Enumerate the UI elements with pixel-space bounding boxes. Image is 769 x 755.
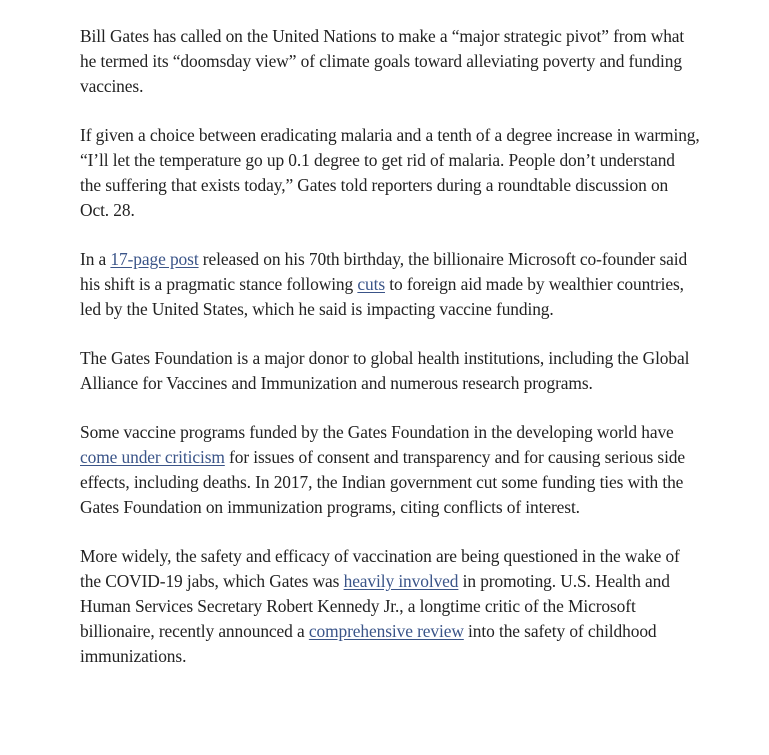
paragraph-text: In a (80, 249, 111, 269)
paragraph-text: If given a choice between eradicating malaria and a tenth of a degree increase in warming, “I’ll let the temperature go up 0.1 degree to get rid of malaria. People don’t understand the suffering that exists today,” Gates told reporters during a roundtable discussion on Oct. 28. (80, 125, 700, 220)
paragraph-text: in promoting. U.S. Health and Human Services Secretary Robert Kennedy Jr., a longtime critic of the Microsoft billionaire, recently announced a (80, 571, 670, 641)
paragraph-text: Some vaccine programs funded by the Gates Foundation in the developing world have (80, 422, 674, 442)
link-cuts[interactable]: cuts (357, 274, 385, 294)
paragraph-text: Bill Gates has called on the United Nations to make a “major strategic pivot” from what he termed its “doomsday view” of climate goals toward alleviating poverty and funding vaccines. (80, 26, 685, 96)
paragraph-malaria-quote (80, 123, 700, 223)
link-comprehensive-review[interactable]: comprehensive review (308, 621, 464, 641)
link-heavily-involved[interactable]: heavily involved (343, 571, 459, 591)
paragraph-text: More widely, the safety and efficacy of vaccination are being questioned in the wake of the COVID-19 jabs, which Gates was (80, 546, 680, 591)
paragraph-gates-foundation-donor (80, 346, 700, 396)
link-17-page-post[interactable]: 17-page post (110, 249, 199, 269)
paragraph-text: for issues of consent and transparency and for causing serious side effects, including deaths. In 2017, the Indian government cut some funding ties with the Gates Foundation on immunization programs, citing conflicts of interest. (80, 447, 686, 517)
paragraph-covid-review (80, 544, 700, 669)
paragraph-text: into the safety of childhood immunizations. (80, 621, 657, 666)
paragraph-vaccine-criticism (80, 420, 700, 520)
link-come-under-criticism[interactable]: come under criticism (80, 447, 225, 467)
paragraph-text: to foreign aid made by wealthier countries, led by the United States, which he said is impacting vaccine funding. (80, 274, 684, 319)
article-body (80, 24, 700, 693)
paragraph-text: The Gates Foundation is a major donor to global health institutions, including the Global Alliance for Vaccines and Immunization and numerous research programs. (80, 348, 690, 393)
paragraph-gates-un-pivot (80, 24, 700, 99)
paragraph-17-page-post (80, 247, 700, 322)
paragraph-text: released on his 70th birthday, the billionaire Microsoft co-founder said his shift is a pragmatic stance following (80, 249, 688, 294)
